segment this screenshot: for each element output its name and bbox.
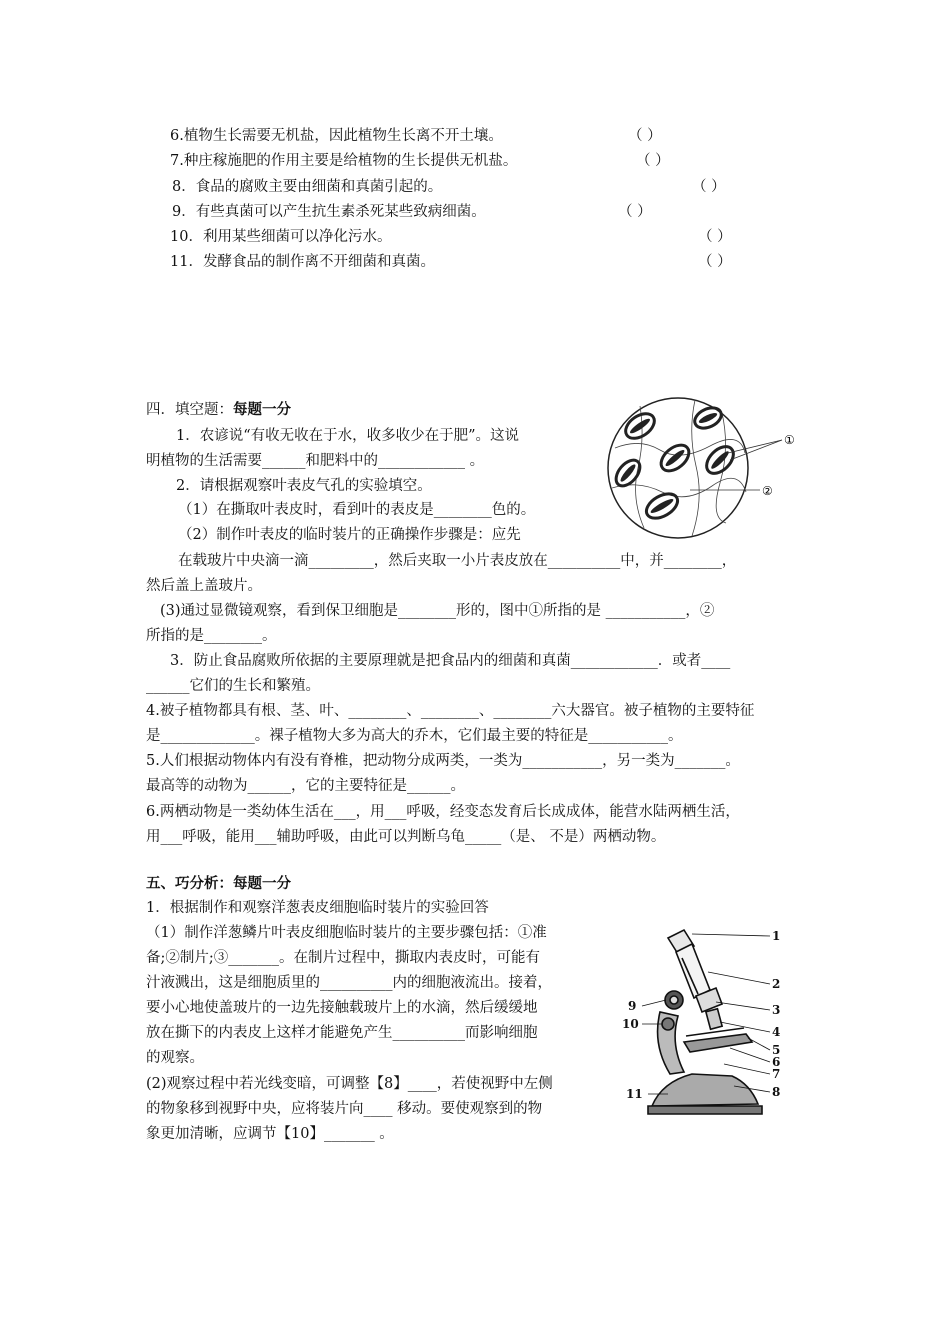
s5-line: 象更加清晰，应调节【10】_______ 。 (146, 1126, 394, 1142)
section5-heading: 五、巧分析：每题一分 (146, 875, 291, 892)
s5-line: 的物象移到视野中央，应将装片向____ 移动。要使观察到的物 (146, 1101, 543, 1117)
s4-line: 在载玻片中央滴一滴_________，然后夹取一小片表皮放在__________中，并________， (178, 553, 737, 569)
s4-line: 最高等的动物为______，它的主要特征是______。 (146, 778, 465, 794)
judge-q6-paren: （ ） (628, 128, 662, 144)
judge-q7-paren: （ ） (636, 153, 670, 169)
microscope-label-7: 7 (772, 1067, 781, 1081)
microscope-label-3: 3 (772, 1003, 781, 1017)
s4-line: 所指的是________。 (146, 628, 277, 644)
s5-line: 要小心地使盖玻片的一边先接触载玻片上的水滴，然后缓缓地 (146, 1000, 538, 1016)
s5-line: 汁液溅出，这是细胞质里的__________内的细胞液流出。接着， (146, 975, 552, 991)
section4-heading-prefix: 四．填空题： (146, 402, 233, 418)
s4-line: 5.人们根据动物体内有没有脊椎，把动物分成两类，一类为___________，另一类为_______。 (146, 753, 740, 769)
microscope-label-2: 2 (772, 977, 781, 991)
judge-q7: 7.种庄稼施肥的作用主要是给植物的生长提供无机盐。 (170, 153, 518, 169)
microscope-label-1: 1 (772, 929, 781, 943)
judge-q11-paren: （ ） (698, 254, 732, 270)
section4-heading-bold: 每题一分 (233, 401, 291, 418)
s4-line: 明植物的生活需要______和肥料中的____________ 。 (146, 453, 485, 469)
microscope-figure (612, 924, 792, 1134)
s5-line: 备;②制片;③_______。在制片过程中，撕取内表皮时，可能有 (146, 950, 541, 966)
s4-line: 用___呼吸，能用___辅助呼吸，由此可以判断乌龟_____（是、 不是）两栖动物。 (146, 829, 666, 845)
s4-line: ______它们的生长和繁殖。 (146, 678, 320, 694)
s5-line: 放在撕下的内表皮上这样才能避免产生__________而影响细胞 (146, 1025, 538, 1041)
stomata-label-1: ① (784, 433, 795, 447)
judge-q10: 10．利用某些细菌可以净化污水。 (170, 229, 392, 245)
s5-line: (2)观察过程中若光线变暗，可调整【8】____，若使视野中左侧 (146, 1076, 553, 1092)
microscope-label-6: 6 (772, 1055, 781, 1069)
microscope-label-11: 11 (626, 1087, 643, 1101)
microscope-label-10: 10 (622, 1017, 639, 1031)
s5-line: 的观察。 (146, 1050, 204, 1066)
s5-line: （1）制作洋葱鳞片叶表皮细胞临时装片的主要步骤包括：①准 (146, 925, 547, 941)
s4-line: 1．农谚说“有收无收在于水，收多收少在于肥”。这说 (176, 428, 520, 444)
s4-line: 3．防止食品腐败所依据的主要原理就是把食品内的细菌和真菌____________．或者____ (170, 653, 731, 669)
stomata-label-2: ② (762, 484, 773, 498)
s4-line: 4.被子植物都具有根、茎、叶、________、________、________六大器官。被子植物的主要特征 (146, 703, 755, 719)
judge-q6-text: 6.植物生长需要无机盐，因此植物生长离不开土壤。 (170, 128, 503, 144)
judge-q9: 9．有些真菌可以产生抗生素杀死某些致病细菌。 (172, 204, 486, 220)
judge-q6 (170, 126, 503, 146)
judge-q9-paren: （ ） (618, 204, 652, 220)
judge-q10-paren: （ ） (698, 229, 732, 245)
s4-line: 然后盖上盖玻片。 (146, 578, 262, 594)
stomata-figure (600, 388, 800, 548)
judge-q8-paren: （ ） (692, 179, 726, 195)
s4-line: 6.两栖动物是一类幼体生活在___，用___呼吸，经变态发育后长成成体，能营水陆两栖生活， (146, 804, 740, 820)
s4-line: （1）在撕取叶表皮时，看到叶的表皮是________色的。 (178, 502, 536, 518)
s5-line: 1．根据制作和观察洋葱表皮细胞临时装片的实验回答 (146, 900, 489, 916)
s4-line: 2．请根据观察叶表皮气孔的实验填空。 (176, 478, 432, 494)
section4-heading (146, 400, 291, 420)
microscope-label-5: 5 (772, 1043, 781, 1057)
microscope-label-4: 4 (772, 1025, 781, 1039)
s4-line: 是_____________。裸子植物大多为高大的乔木，它们最主要的特征是___________。 (146, 728, 683, 744)
microscope-label-9: 9 (628, 999, 637, 1013)
judge-q11: 11．发酵食品的制作离不开细菌和真菌。 (170, 254, 435, 270)
judge-q8: 8．食品的腐败主要由细菌和真菌引起的。 (172, 179, 443, 195)
s4-line: (3)通过显微镜观察，看到保卫细胞是________形的，图中①所指的是 ___________，② (160, 603, 715, 619)
s4-line: （2）制作叶表皮的临时装片的正确操作步骤是：应先 (178, 527, 521, 543)
microscope-label-8: 8 (772, 1085, 781, 1099)
